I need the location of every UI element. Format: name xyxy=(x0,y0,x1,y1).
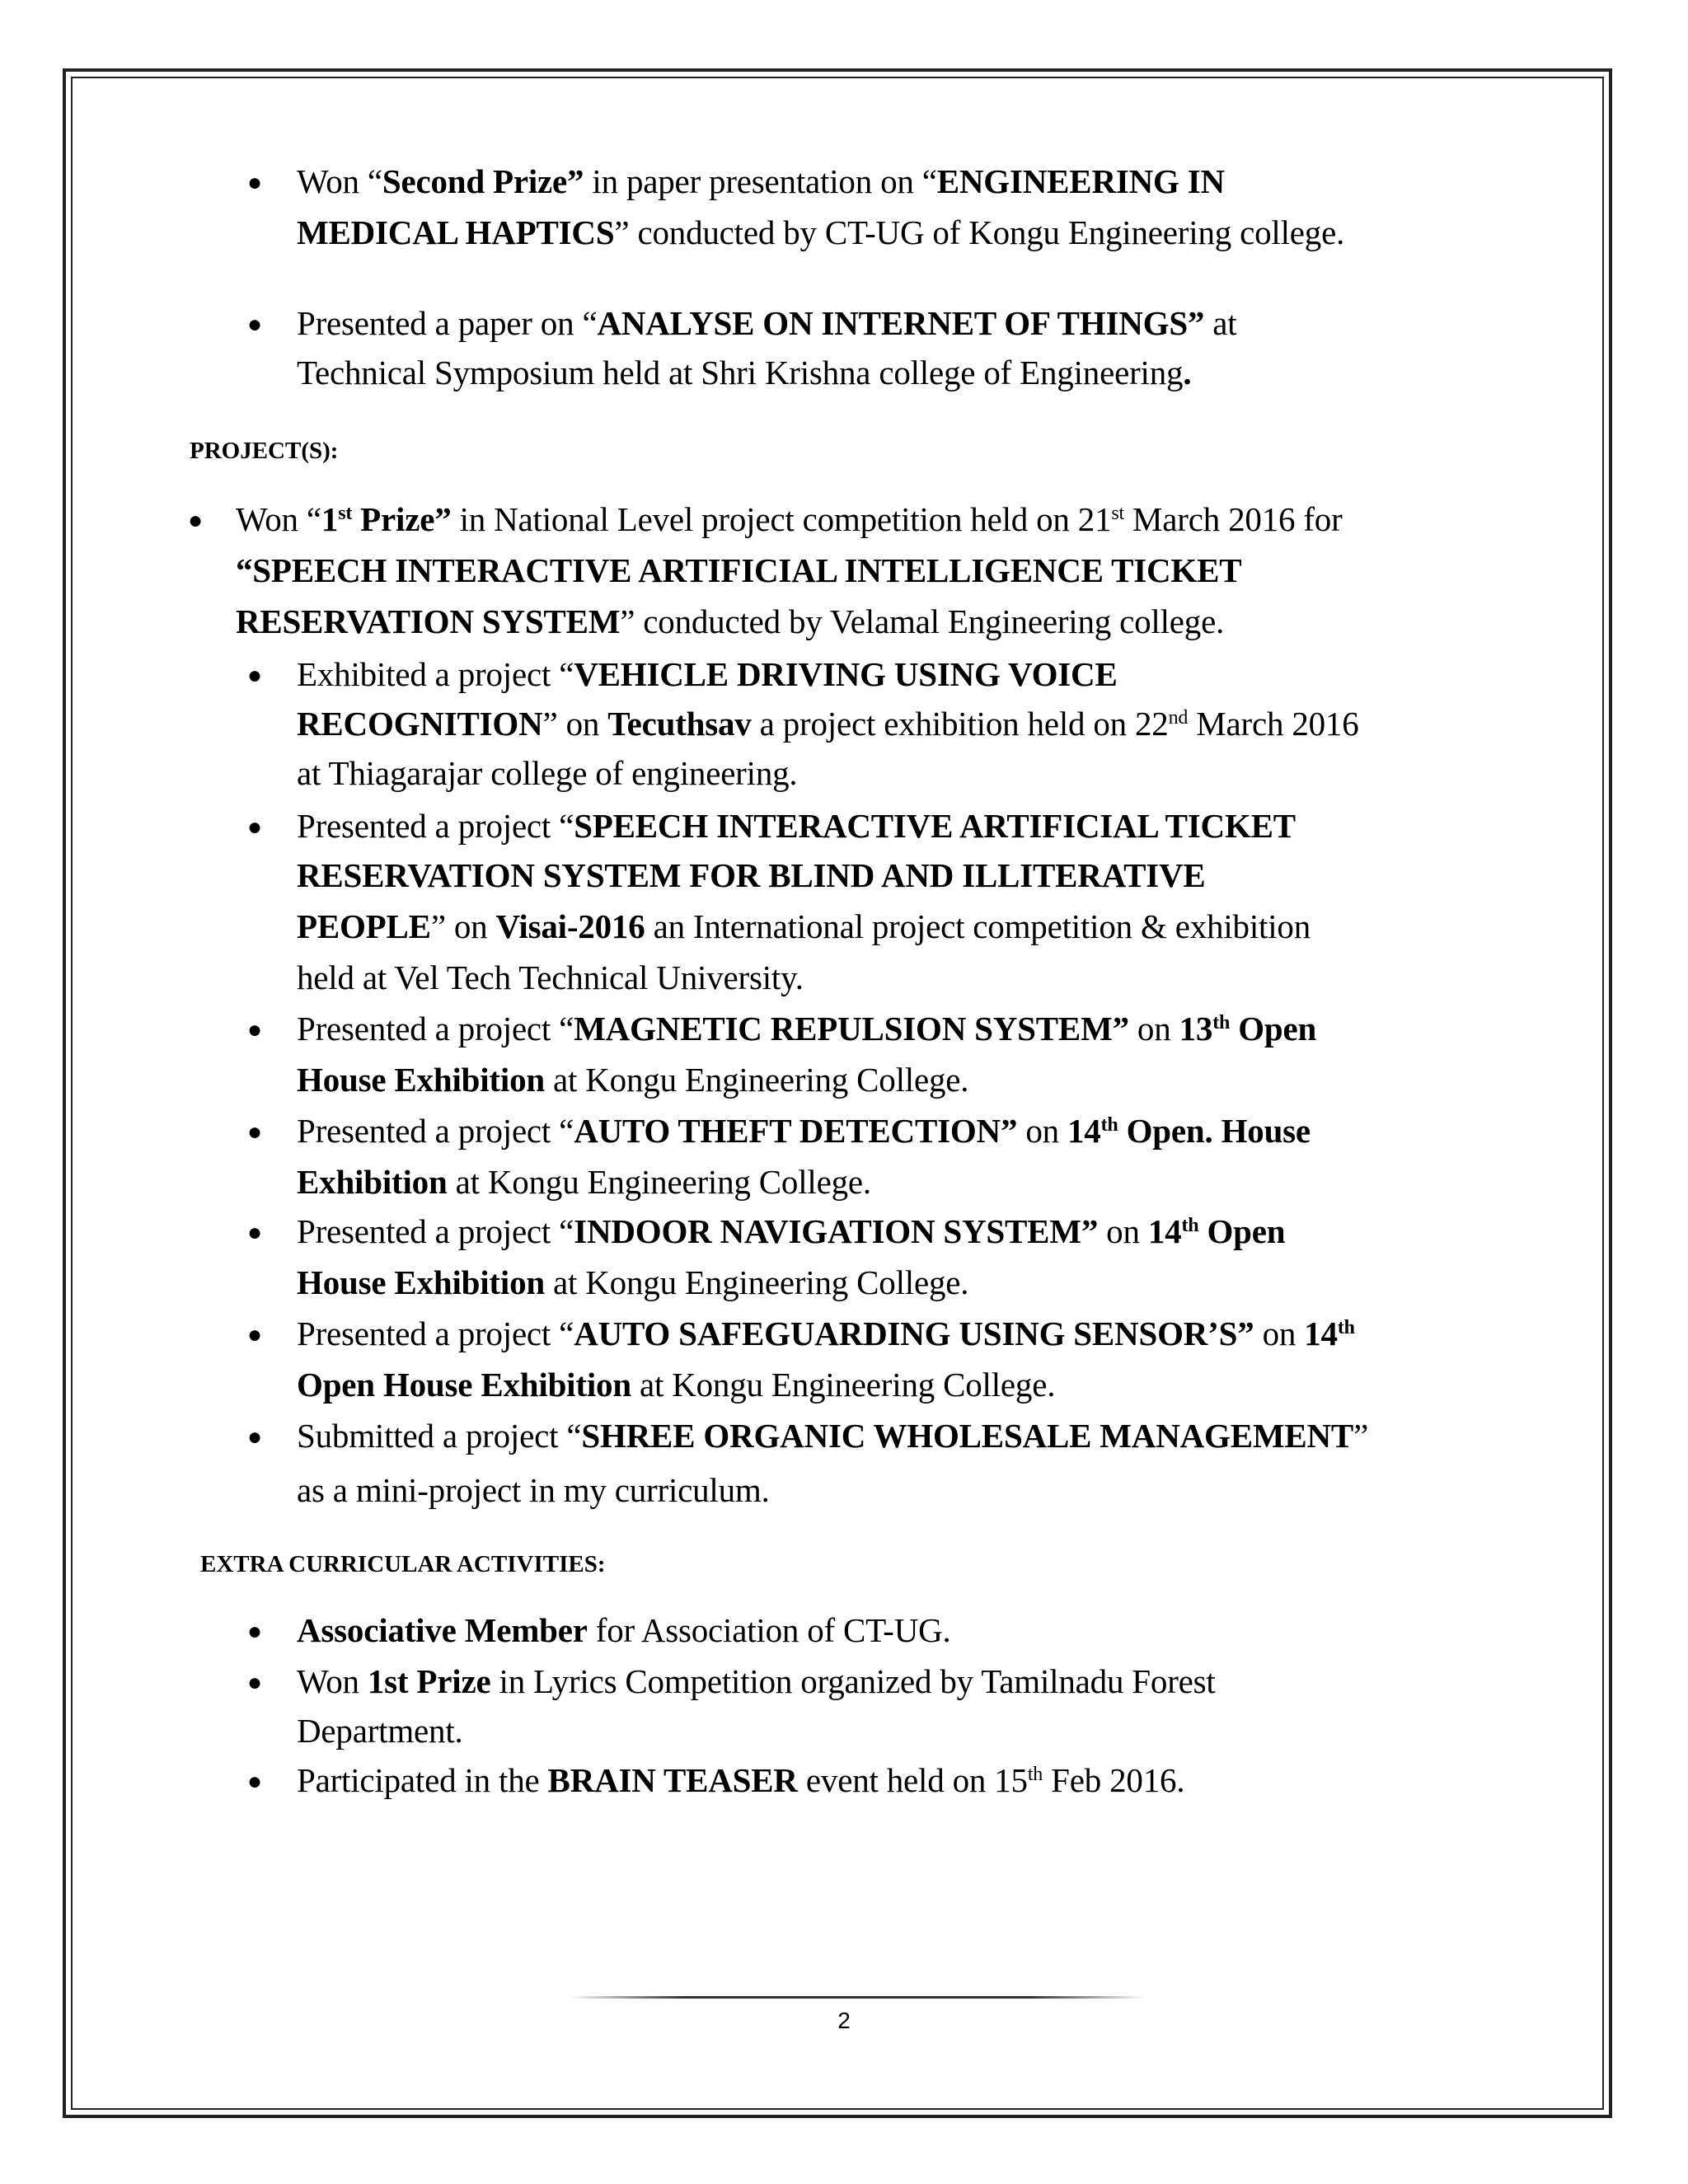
list-item-line: Exhibition at Kongu Engineering College. xyxy=(297,1163,871,1201)
list-item-line: “SPEECH INTERACTIVE ARTIFICIAL INTELLIGENCE TICKET xyxy=(236,551,1242,589)
footer-rule xyxy=(569,1996,1146,1999)
list-item-line: Open House Exhibition at Kongu Engineering College. xyxy=(297,1366,1056,1404)
bullet-icon: ● xyxy=(247,169,263,196)
list-item-line: Won “1st Prize” in National Level project competition held on 21st March 2016 for xyxy=(236,500,1343,538)
list-item-line: RESERVATION SYSTEM” conducted by Velamal Engineering college. xyxy=(236,602,1225,640)
bullet-icon: ● xyxy=(247,311,263,338)
list-item-line: Presented a paper on “ANALYSE ON INTERNET OF THINGS” at xyxy=(297,304,1237,342)
list-item-line: RESERVATION SYSTEM FOR BLIND AND ILLITERATIVE xyxy=(297,856,1206,894)
page-number: 2 xyxy=(837,2008,851,2033)
list-item-line: Won “Second Prize” in paper presentation on “ENGINEERING IN xyxy=(297,162,1225,200)
list-item-line: Department. xyxy=(297,1712,463,1750)
bullet-icon: ● xyxy=(188,507,204,534)
list-item-line: RECOGNITION” on Tecuthsav a project exhibition held on 22nd March 2016 xyxy=(297,705,1359,743)
list-item-line: PEOPLE” on Visai-2016 an International project competition & exhibition xyxy=(297,907,1311,945)
list-item-line: Won 1st Prize in Lyrics Competition organized by Tamilnadu Forest xyxy=(297,1662,1216,1700)
list-item-line: Presented a project “INDOOR NAVIGATION SYSTEM” on 14th Open xyxy=(297,1212,1286,1250)
bullet-icon: ● xyxy=(247,1768,263,1795)
list-item-line: as a mini-project in my curriculum. xyxy=(297,1471,770,1509)
list-item-line: Presented a project “AUTO THEFT DETECTION” on 14th Open. House xyxy=(297,1112,1311,1150)
bullet-icon: ● xyxy=(247,1618,263,1645)
bullet-icon: ● xyxy=(247,1423,263,1451)
list-item-line: Technical Symposium held at Shri Krishna college of Engineering. xyxy=(297,354,1192,391)
list-item-line: Presented a project “AUTO SAFEGUARDING USING SENSOR’S” on 14th xyxy=(297,1315,1355,1352)
list-item-line: at Thiagarajar college of engineering. xyxy=(297,754,798,792)
list-item-line: Presented a project “MAGNETIC REPULSION SYSTEM” on 13th Open xyxy=(297,1010,1317,1047)
bullet-icon: ● xyxy=(247,813,263,841)
section-heading-extra-curricular: EXTRA CURRICULAR ACTIVITIES: xyxy=(200,1551,606,1577)
bullet-icon: ● xyxy=(247,662,263,689)
bullet-icon: ● xyxy=(247,1219,263,1246)
list-item-line: Associative Member for Association of CT-UG. xyxy=(297,1611,951,1649)
bullet-icon: ● xyxy=(247,1669,263,1696)
bullet-icon: ● xyxy=(247,1321,263,1348)
list-item-line: Exhibited a project “VEHICLE DRIVING USING VOICE xyxy=(297,655,1118,693)
list-item-line: House Exhibition at Kongu Engineering College. xyxy=(297,1061,969,1099)
bullet-icon: ● xyxy=(247,1118,263,1146)
list-item-line: House Exhibition at Kongu Engineering College. xyxy=(297,1263,969,1301)
list-item-line: Participated in the BRAIN TEASER event held on 15th Feb 2016. xyxy=(297,1761,1185,1799)
list-item-line: held at Vel Tech Technical University. xyxy=(297,958,804,996)
list-item-line: Submitted a project “SHREE ORGANIC WHOLESALE MANAGEMENT” xyxy=(297,1417,1369,1455)
list-item-line: MEDICAL HAPTICS” conducted by CT-UG of Kongu Engineering college. xyxy=(297,213,1345,251)
bullet-icon: ● xyxy=(247,1016,263,1043)
section-heading-projects: PROJECT(S): xyxy=(190,438,339,464)
list-item-line: Presented a project “SPEECH INTERACTIVE ARTIFICIAL TICKET xyxy=(297,807,1296,845)
